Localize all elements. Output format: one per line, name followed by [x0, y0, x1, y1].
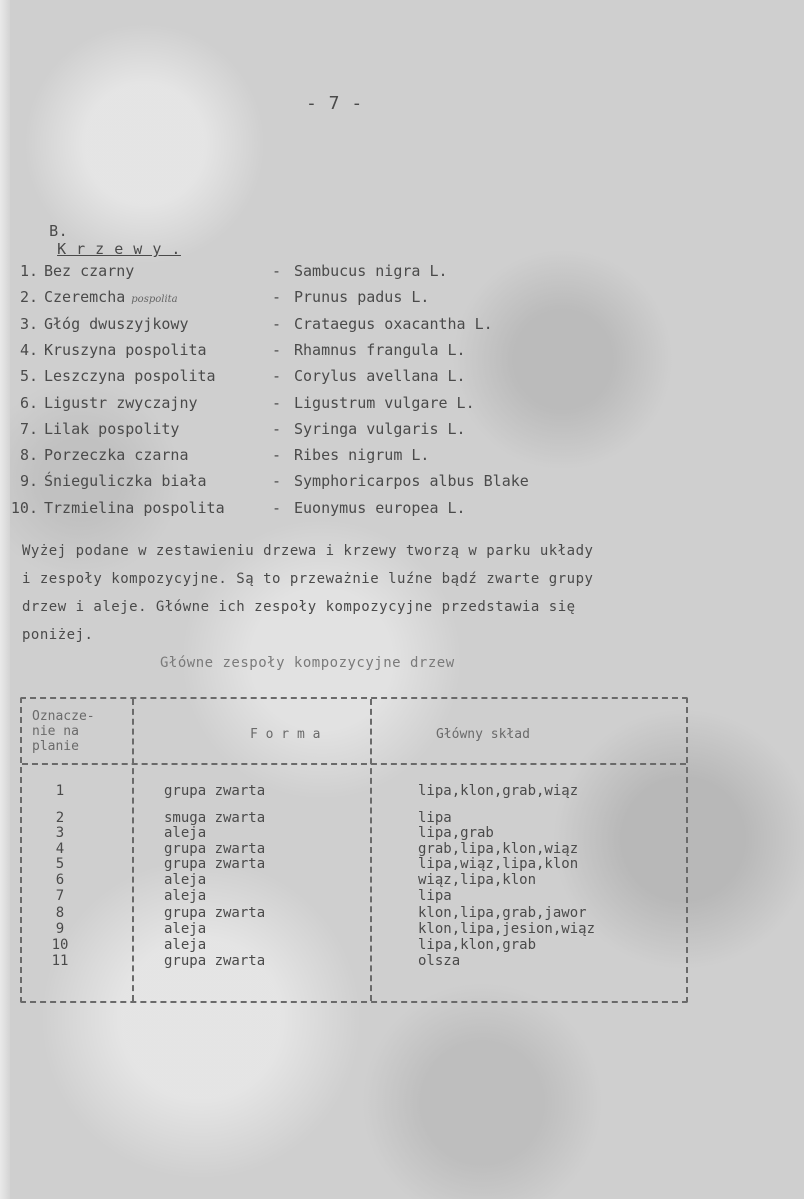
- shrub-row: [4, 446, 429, 464]
- shrub-latin-name: Euonymus europea L.: [294, 498, 466, 517]
- shrub-number: 5.: [19, 367, 38, 386]
- table-header-divider: [22, 763, 686, 765]
- paragraph-line: poniżej.: [22, 627, 94, 643]
- row-id: 4: [55, 841, 65, 857]
- row-composition: grab,lipa,klon,wiąz: [418, 841, 579, 857]
- shrub-polish-text: Porzeczka czarna: [44, 446, 189, 465]
- dash-separator: -: [272, 498, 282, 517]
- shrub-row: [4, 288, 429, 306]
- paragraph-line: i zespoły kompozycyjne. Są to przeważnie luźne bądź zwarte grupy: [22, 571, 594, 587]
- shrub-polish-name: [44, 288, 272, 306]
- shrub-polish-text: Kruszyna pospolita: [44, 340, 207, 359]
- dash-separator: -: [272, 446, 282, 465]
- dash-separator: -: [272, 340, 282, 359]
- row-form: smuga zwarta: [164, 810, 266, 826]
- row-composition: lipa,wiąz,lipa,klon: [418, 856, 579, 872]
- shrub-row: [4, 341, 466, 359]
- row-id: 8: [55, 905, 65, 921]
- shrub-polish-name: [44, 367, 272, 385]
- shrub-polish-text: Trzmielina pospolita: [44, 498, 225, 517]
- shrub-latin-name: Crataegus oxacantha L.: [294, 314, 493, 333]
- shrub-latin-name: Ribes nigrum L.: [294, 446, 430, 465]
- page-number: - 7 -: [306, 93, 363, 114]
- row-composition: klon,lipa,jesion,wiąz: [418, 921, 596, 937]
- row-id: 3: [55, 825, 65, 841]
- dash-separator: -: [272, 314, 282, 333]
- row-form: aleja: [164, 825, 207, 841]
- row-form: aleja: [164, 888, 207, 904]
- row-id: 11: [51, 953, 69, 969]
- shrub-polish-text: Czeremcha: [44, 288, 126, 307]
- dash-separator: -: [272, 393, 282, 412]
- row-composition: klon,lipa,grab,jawor: [418, 905, 587, 921]
- shrub-polish-name: [44, 394, 272, 412]
- shrub-number: 8.: [19, 446, 38, 465]
- dash-separator: -: [272, 367, 282, 386]
- shrub-row: [4, 315, 493, 333]
- shrub-polish-text: Lilak pospolity: [44, 419, 180, 438]
- row-composition: lipa,klon,grab: [418, 937, 537, 953]
- dash-separator: -: [272, 288, 282, 307]
- row-composition: lipa: [418, 810, 452, 826]
- shrub-number: 7.: [19, 419, 38, 438]
- shrub-row: [4, 499, 466, 517]
- row-form: grupa zwarta: [164, 841, 266, 857]
- row-form: grupa zwarta: [164, 856, 266, 872]
- shrub-row: [4, 394, 475, 412]
- shrub-number: 3.: [19, 314, 38, 333]
- header-sklad: Główny skład: [436, 727, 530, 742]
- shrub-latin-name: Symphoricarpos albus Blake: [294, 472, 529, 491]
- row-composition: lipa,grab: [418, 825, 494, 841]
- shrub-latin-name: Prunus padus L.: [294, 288, 430, 307]
- shrub-latin-name: Rhamnus frangula L.: [294, 340, 466, 359]
- shrub-polish-name: [44, 499, 272, 517]
- row-form: grupa zwarta: [164, 905, 266, 921]
- shrub-polish-name: [44, 315, 272, 333]
- shrub-latin-name: Syringa vulgaris L.: [294, 419, 466, 438]
- shrub-polish-text: Śnieguliczka biała: [44, 472, 207, 491]
- shrub-polish-name: [44, 341, 272, 359]
- shrub-number: 6.: [19, 393, 38, 412]
- shrub-row: [4, 420, 466, 438]
- dash-separator: -: [272, 262, 282, 280]
- table-title: Główne zespoły kompozycyjne drzew: [160, 655, 455, 671]
- section-heading: [30, 204, 181, 258]
- row-composition: lipa,klon,grab,wiąz: [418, 783, 579, 799]
- shrub-row: [4, 262, 448, 280]
- row-id: 2: [55, 810, 65, 826]
- shrub-polish-name: [44, 472, 272, 490]
- shrub-number: 4.: [19, 340, 38, 359]
- shrub-number: 10.: [10, 498, 38, 517]
- paragraph-line: Wyżej podane w zestawieniu drzewa i krzewy tworzą w parku układy: [22, 543, 594, 559]
- section-letter: B.: [49, 222, 69, 240]
- section-title: K r z e w y .: [57, 240, 181, 258]
- shrub-polish-name: [44, 446, 272, 464]
- handwritten-note: pospolita: [131, 294, 178, 306]
- shrub-latin-name: Sambucus nigra L.: [294, 262, 448, 280]
- row-id: 1: [55, 783, 65, 799]
- row-id: 10: [51, 937, 69, 953]
- shrub-number: 9.: [19, 472, 38, 491]
- shrub-polish-name: [44, 420, 272, 438]
- row-composition: olsza: [418, 953, 461, 969]
- table-divider: [370, 699, 372, 1001]
- shrub-polish-text: Ligustr zwyczajny: [44, 393, 198, 412]
- shrub-number: 1.: [19, 262, 38, 280]
- row-id: 5: [55, 856, 65, 872]
- shrub-polish-text: Bez czarny: [44, 262, 135, 280]
- row-form: grupa zwarta: [164, 953, 266, 969]
- row-id: 9: [55, 921, 65, 937]
- shrub-latin-name: Corylus avellana L.: [294, 367, 466, 386]
- shrub-row: [4, 367, 466, 385]
- shrub-polish-name: [44, 262, 272, 280]
- row-composition: wiąz,lipa,klon: [418, 872, 537, 888]
- shrub-row: [4, 472, 529, 490]
- paragraph-line: drzew i aleje. Główne ich zespoły kompozycyjne przedstawia się: [22, 599, 576, 615]
- shrub-polish-text: Leszczyna pospolita: [44, 367, 216, 386]
- dash-separator: -: [272, 472, 282, 491]
- paper-edge: [0, 0, 10, 1199]
- shrub-latin-name: Ligustrum vulgare L.: [294, 393, 475, 412]
- row-form: aleja: [164, 921, 207, 937]
- row-id: 7: [55, 888, 65, 904]
- row-form: aleja: [164, 937, 207, 953]
- dash-separator: -: [272, 419, 282, 438]
- row-composition: lipa: [418, 888, 452, 904]
- shrub-number: 2.: [19, 288, 38, 307]
- header-forma: F o r m a: [250, 727, 321, 742]
- header-oznaczenie: Oznacze- nie na planie: [32, 709, 95, 754]
- shrub-polish-text: Głóg dwuszyjkowy: [44, 314, 189, 333]
- composition-table: [20, 697, 688, 1003]
- table-divider: [132, 699, 134, 1001]
- row-form: grupa zwarta: [164, 783, 266, 799]
- row-id: 6: [55, 872, 65, 888]
- row-form: aleja: [164, 872, 207, 888]
